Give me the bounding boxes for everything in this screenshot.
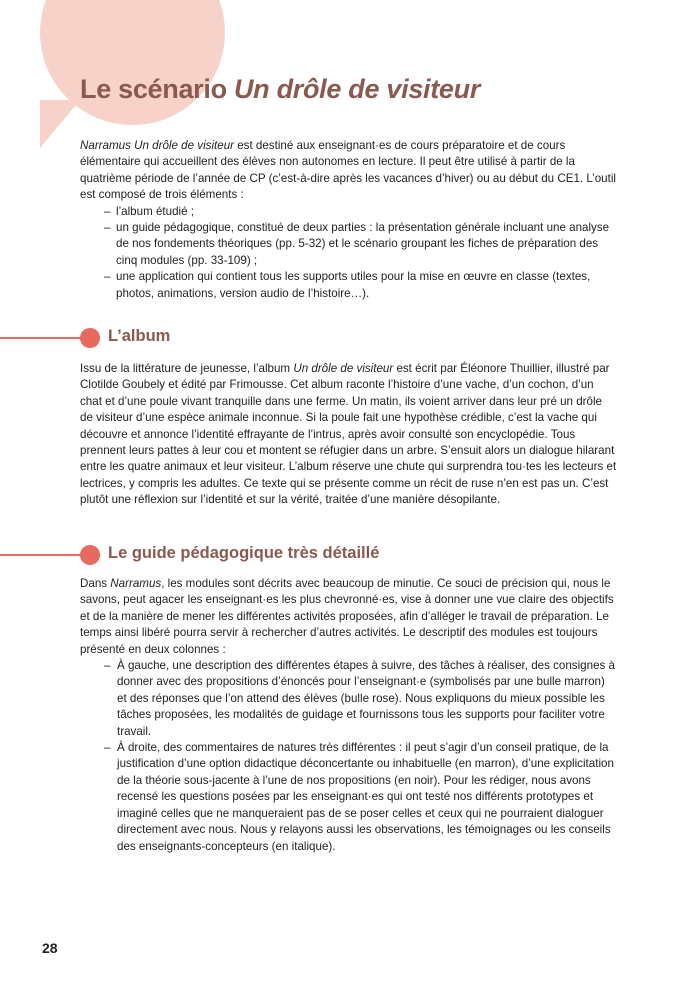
page-title-italic: Un drôle de visiteur <box>233 74 481 104</box>
page-number: 28 <box>42 940 58 956</box>
intro-list <box>80 204 617 302</box>
album-paragraph <box>80 361 617 509</box>
intro-lead: Narramus Un drôle de visiteur <box>80 139 234 152</box>
speech-bubble-tail <box>40 100 80 148</box>
guide-section <box>80 576 617 855</box>
page-title-plain: Le scénario <box>80 74 234 104</box>
page-title <box>80 74 480 105</box>
guide-heading: Le guide pédagogique très détaillé <box>108 544 380 562</box>
album-text-before: Issu de la littérature de jeunesse, l’album <box>80 362 294 375</box>
guide-list-item: – À droite, des commentaires de natures très différentes : il peut s’agir d’un conseil pratique, de la justification d’une option didactique déconcertante ou inhabituelle (en marron), d’une explicitation de la théorie sous-jacente à l’une de nos propositions (en noir). Pour les rédiger, nous avons recensé les questions posées par les enseignant·es qui ont testé nos différents prototypes et imaginé celles que ne manqueraient pas de se poser celles et ceux qui ne pourraient dialoguer directement avec nous. Nous y relayons aussi les observations, les témoignages ou les conseils des enseignants-concepteurs (en italique). <box>80 740 617 855</box>
guide-section-header <box>0 545 640 565</box>
intro-list-item: – l’album étudié ; <box>80 204 617 220</box>
album-text-after: est écrit par Éléonore Thuillier, illustré par Clotilde Goubely et édité par Frimousse. Cet album raconte l’histoire d’une vache, d’un cochon, d’un chat et d’une poule vivant tranquille dans une ferme. Un matin, ils voient arriver dans leur pré un drôle de visiteur d’une espèce animale inconnue. Si la poule fait une hypothèse crédible, c’est la vache qui découvre et annonce l’identité effrayante de l’intrus, après avoir consulté son encyclopédie. Tous prennent leurs pattes à leur cou et montent se réfugier dans un arbre. S’ensuit alors un dialogue hilarant entre les quatre animaux et leur visiteur. L’album réserve une chute qui surprendra tou·tes les lecteurs et lectrices, y compris les adultes. Ce texte qui se présente comme un récit de ruse n’en est pas un. C’est plutôt une réflexion sur l’identité et sur la vérité, traitée d’une manière désopilante. <box>80 362 617 507</box>
guide-list-item: – À gauche, une description des différentes étapes à suivre, des tâches à réaliser, des consignes à donner avec des propositions d’énoncés pour l’enseignant·e (symbolisés par une bulle marron) et des réponses que l’on attend des élèves (bulle rose). Nous expliquons du mieux possible les tâches proposées, les modalités de guidage et fournissons tous les supports pour faciliter votre travail. <box>80 658 617 740</box>
guide-list <box>80 658 617 855</box>
guide-paragraph <box>80 576 617 658</box>
album-heading: L’album <box>108 327 171 345</box>
intro-section <box>80 138 617 302</box>
album-section-header <box>0 328 640 348</box>
section-rule <box>0 337 82 339</box>
intro-list-item: – un guide pédagogique, constitué de deux parties : la présentation générale incluant une analyse de nos fondements théoriques (pp. 5-32) et le scénario groupant les fiches de préparation des cinq modules (pp. 33-109) ; <box>80 220 617 269</box>
section-rule <box>0 554 82 556</box>
guide-narramus: Narramus <box>110 577 162 590</box>
guide-text-before: Dans <box>80 577 111 590</box>
intro-text: est destiné aux enseignant·es de cours préparatoire et de cours élémentaire qui accueillent des élèves non autonomes en lecture. Il peut être utilisé à partir de la quatrième période de l’année de CP (c’est-à-dire après les vacances d’hiver) ou au début du CE1. L’outil est composé de trois éléments : <box>80 139 616 202</box>
album-book-title: Un drôle de visiteur <box>293 362 394 375</box>
bullet-dot-icon <box>80 545 100 565</box>
album-section <box>80 361 617 509</box>
intro-paragraph <box>80 138 617 204</box>
intro-list-item: – une application qui contient tous les supports utiles pour la mise en œuvre en classe (textes, photos, animations, version audio de l’histoire…). <box>80 269 617 302</box>
bullet-dot-icon <box>80 328 100 348</box>
guide-text-after: , les modules sont décrits avec beaucoup de minutie. Ce souci de précision qui, nous le savons, peut agacer les enseignant·es les plus chevronné·es, vise à donner une vue claire des objectifs et de la manière de mener les différentes activités proposées, afin d’alléger le travail de préparation. Le temps ainsi libéré pourra servir à rechercher d’autres activités. Le descriptif des modules est toujours présenté en deux colonnes : <box>80 577 614 656</box>
